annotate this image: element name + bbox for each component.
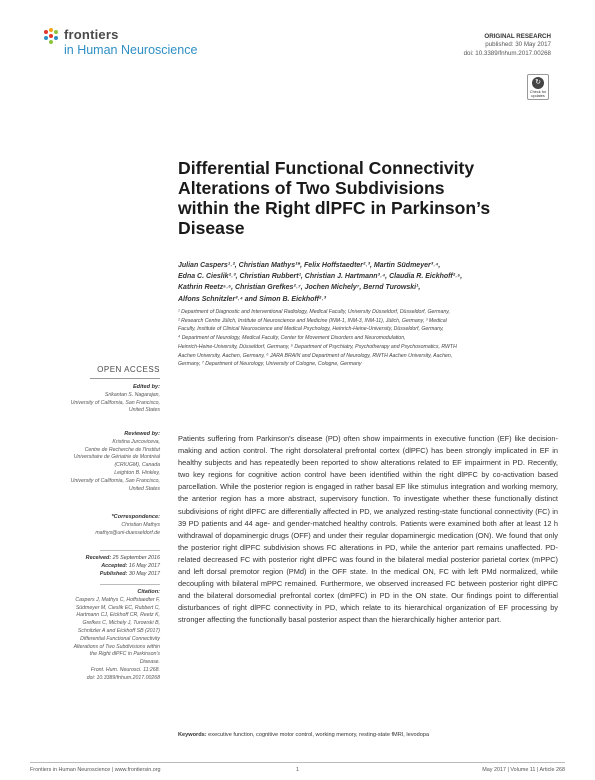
citation-block [30, 589, 160, 683]
abstract-text: Patients suffering from Parkinson's disease (PD) often show impairments in executive function (EF) like decision-making and action control. The right dorsolateral prefrontal cortex (dlPFC) has been strongly implicated in EF in healthy subjects and has repeatedly been reported to show alterations related to EF impairment in PD. Recently, two key regions for cognitive action control have been identified within the right dlPFC by co-activation based parcellation. While the posterior region is engaged in rather basal EF like stimulus integration and working memory, the anterior region has a more abstract, supervisory function. To investigate whether these functionally distinct subdivisions of right dlPFC are differentially affected in PD, we analyzed resting-state functional connectivity (FC) in 39 PD patients and 44 age- and gender-matched healthy controls. Patients were examined both after at least 12 h withdrawal of dopaminergic drugs (OFF) and under their regular dopaminergic medication (ON). We found that only the posterior right dlPFC subdivision shows FC alterations in PD, while the anterior part remains unaffected. PD-related decreased FC with posterior right dlPFC was found in the bilateral medial posterior parietal cortex (mPPC) and left dorsal premotor region (PMd) in the OFF state. In the medical ON, FC with left PMd normalized, while decoupling with bilateral mPPC remained. Furthermore, we observed increased FC between posterior right dlPFC and the bilateral dorsomedial prefrontal cortex (dmPFC) in PD in the ON state. Our findings point to differential disturbances of right dlPFC connectivity in PD, which relate to its hierarchical organization of EF processing by stronger affecting the functionally basal posterior aspect than the hierarchically higher anterior part. [178, 434, 558, 625]
citation-line: Differential Functional Connectivity [80, 635, 160, 642]
affiliation-line: Faculty, Institute of Clinical Neuroscience and Medical Psychology, Heinrich-Heine-University, Düsseldorf, Germany, [178, 326, 444, 333]
author-line: Kathrin Reetz⁵˒⁶, Christian Grefkes²˒⁷, Jochen Michely⁷, Bernd Turowski¹, [178, 284, 421, 292]
accepted-label: Accepted: [101, 562, 128, 569]
citation-line: Grefkes C, Michely J, Turowski B, [82, 620, 160, 627]
published-date-sidebar: 30 May 2017 [128, 570, 160, 577]
citation-line: Hartmann CJ, Eickhoff CR, Reetz K, [76, 612, 160, 619]
correspondence-name: Christian Mathys [121, 521, 160, 528]
reviewer-line: Universitaire de Gériatrie de Montréal [73, 454, 160, 461]
editor-line: Srikantan S. Nagarajan, [104, 391, 160, 398]
published-row [30, 571, 160, 579]
reviewer-line: (CRIUGM), Canada [114, 462, 160, 469]
accepted-row [30, 563, 160, 571]
check-for-updates-badge[interactable] [527, 74, 549, 100]
citation-line: Alterations of Two Subdivisions within [73, 643, 160, 650]
correspondence-block [30, 514, 160, 537]
edited-by-block [30, 384, 160, 415]
citation-line: Südmeyer M, Cieslik EC, Rubbert C, [75, 604, 160, 611]
frontiers-logo-icon [44, 28, 60, 46]
edited-by-label: Edited by: [132, 384, 160, 390]
citation-doi[interactable]: doi: 10.3389/fnhum.2017.00268 [86, 674, 160, 681]
author-line: Edna C. Cieslik²˒³, Christian Rubbert¹, Christian J. Hartmann³˒⁴, Claudia R. Eickhoff²˒⁵, [178, 273, 463, 281]
badge-line-2: updates [531, 94, 545, 99]
divider [100, 584, 160, 585]
reviewer-line: Leighton B. Hinkley, [114, 469, 160, 476]
citation-label: Citation: [137, 589, 160, 595]
footer-divider [30, 762, 565, 763]
citation-line: Caspers J, Mathys C, Hoffstaedter F, [75, 596, 160, 603]
footer-journal[interactable]: Frontiers in Human Neuroscience | www.frontiersin.org [30, 767, 161, 773]
page-number: 1 [296, 767, 299, 773]
affiliation-line: Heinrich-Heine-University, Düsseldorf, Germany, ⁵ Department of Psychiatry, Psychotherapy and Psychosomatics, RWTH [178, 343, 457, 350]
dates-block [30, 555, 160, 578]
affiliation-line: Germany, ⁷ Department of Neurology, University of Cologne, Cologne, Germany [178, 361, 362, 368]
open-access-label: OPEN ACCESS [97, 365, 160, 374]
correspondence-email[interactable]: mathys@uni-duesseldorf.de [95, 529, 160, 536]
footer-issue: May 2017 | Volume 11 | Article 268 [482, 767, 565, 773]
reviewed-by-label: Reviewed by: [124, 431, 160, 437]
title-line: Disease [178, 218, 245, 238]
badge-line-1: Check for [529, 90, 547, 94]
received-date: 25 September 2016 [112, 555, 160, 561]
reviewer-line: United States [128, 485, 160, 492]
title-line: Alterations of Two Subdivisions [178, 178, 445, 198]
published-date: published: 30 May 2017 [485, 41, 551, 49]
reviewer-line: University of California, San Francisco, [70, 477, 160, 484]
divider [100, 550, 160, 551]
affiliations [178, 308, 558, 369]
keywords-label: Keywords: [178, 732, 207, 738]
reviewed-by-block [30, 431, 160, 493]
article-doi[interactable]: doi: 10.3389/fnhum.2017.00268 [463, 49, 551, 57]
citation-line: the Right dlPFC in Parkinson's [89, 651, 160, 658]
received-row [30, 555, 160, 563]
received-label: Received: [85, 555, 112, 561]
citation-line: Front. Hum. Neurosci. 11:268. [90, 666, 160, 673]
affiliation-line: Aachen University, Aachen, Germany, ⁶ JARA BRAIN and Department of Neurology, RWTH Aachen University, Aachen, [178, 352, 453, 359]
author-list [178, 260, 558, 305]
correspondence-label: *Correspondence: [111, 514, 160, 520]
keywords [178, 731, 558, 739]
divider [90, 378, 160, 379]
refresh-icon: ↻ [532, 77, 544, 89]
article-meta [464, 33, 551, 58]
journal-logo[interactable] [44, 24, 234, 64]
reviewer-line: Centre de Recherche de l'Institut [84, 446, 160, 453]
editor-line: University of California, San Francisco, [70, 399, 160, 406]
accepted-date: 16 May 2017 [128, 562, 160, 569]
reviewer-line: Kristina Jurcoviceva, [112, 438, 160, 445]
article-title [178, 158, 558, 238]
author-line: Alfons Schnitzler³˒⁴ and Simon B. Eickhoff²˒³ [178, 295, 326, 303]
affiliation-line: ¹ Department of Diagnostic and Interventional Radiology, Medical Faculty, University Düsseldorf, Düsseldorf, Germany, [178, 309, 450, 315]
published-label: Published: [99, 570, 128, 577]
affiliation-line: ⁴ Department of Neurology, Medical Faculty, Center for Movement Disorders and Neuromodulation, [178, 335, 406, 342]
affiliation-line: ² Research Centre Jülich, Institute of Neuroscience and Medicine (INM-1, INM-3, INM-11), Jülich, Germany, ³ Medical [178, 317, 447, 324]
author-line: Julian Caspers¹˒², Christian Mathys¹*, Felix Hoffstaedter²˒³, Martin Südmeyer³˒⁴, [178, 262, 441, 269]
brand-name: frontiers [64, 27, 119, 42]
title-line: Differential Functional Connectivity [178, 158, 475, 178]
citation-line: Schnitzler A and Eickhoff SB (2017) [77, 627, 160, 634]
keywords-list: executive function, cognitive motor control, working memory, resting-state fMRI, levodopa [208, 732, 430, 738]
article-type: ORIGINAL RESEARCH [484, 33, 551, 40]
journal-name: in Human Neuroscience [64, 43, 198, 57]
citation-line: Disease. [139, 659, 160, 666]
editor-line: United States [128, 407, 160, 414]
title-line: within the Right dlPFC in Parkinson’s [178, 198, 491, 218]
